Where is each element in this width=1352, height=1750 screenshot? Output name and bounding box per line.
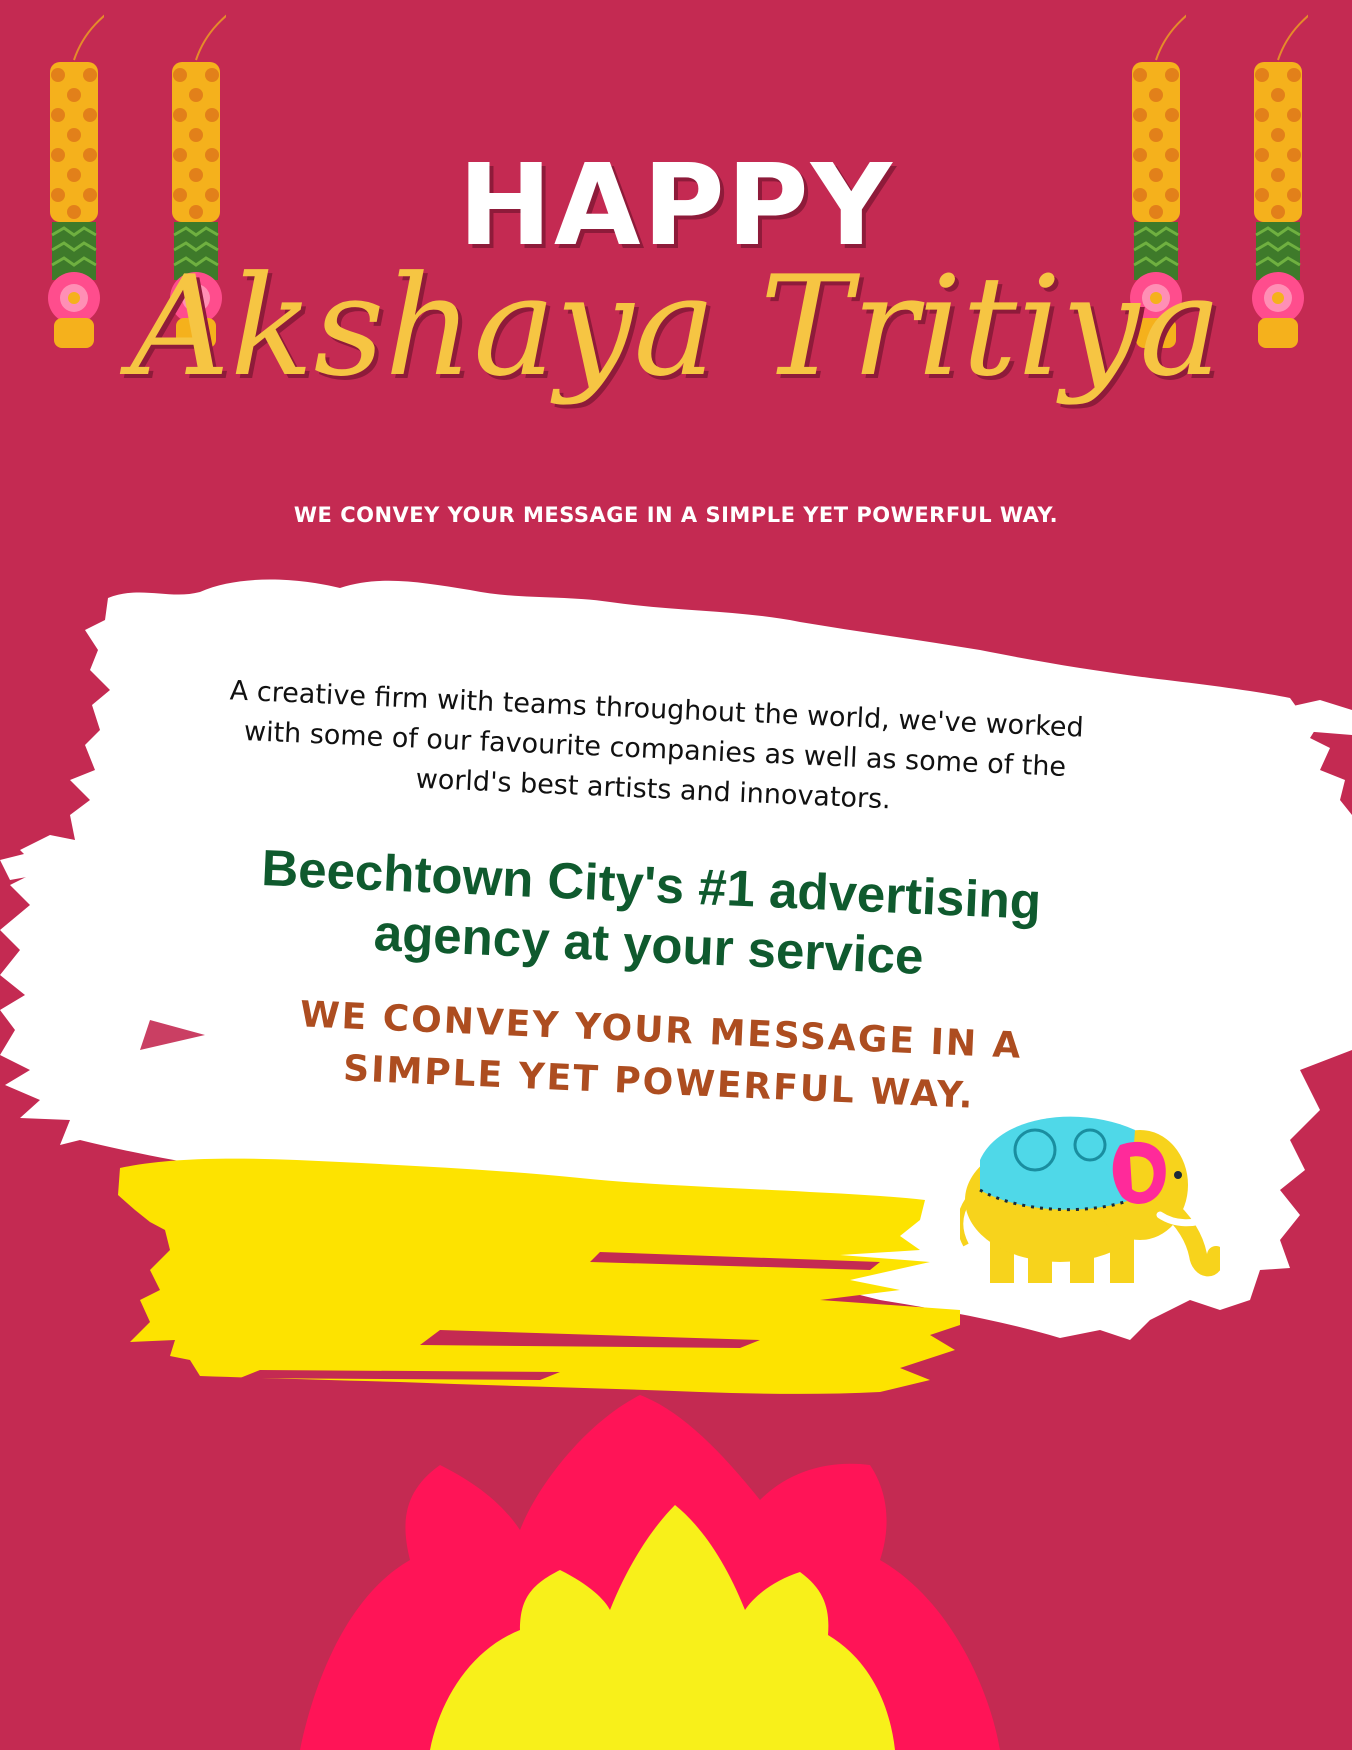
elephant-illustration <box>960 1105 1220 1295</box>
intro-paragraph: A creative firm with teams throughout the world, we've worked with some of our favourite companies as well as some of the world's best artists and innovators. <box>229 675 1085 816</box>
lotus-flower <box>300 1395 1000 1750</box>
festival-title: Akshaya Tritiya <box>130 246 1222 407</box>
mid-tagline: WE CONVEY YOUR MESSAGE IN A SIMPLE YET POWERFUL WAY. <box>299 994 1024 1117</box>
top-tagline: WE CONVEY YOUR MESSAGE IN A SIMPLE YET POWERFUL WAY. <box>293 503 1059 527</box>
agency-headline: Beechtown City's #1 advertising agency at your service <box>260 839 1043 985</box>
yellow-brush-stroke <box>118 1159 960 1394</box>
happy-heading: HAPPY <box>458 141 894 271</box>
